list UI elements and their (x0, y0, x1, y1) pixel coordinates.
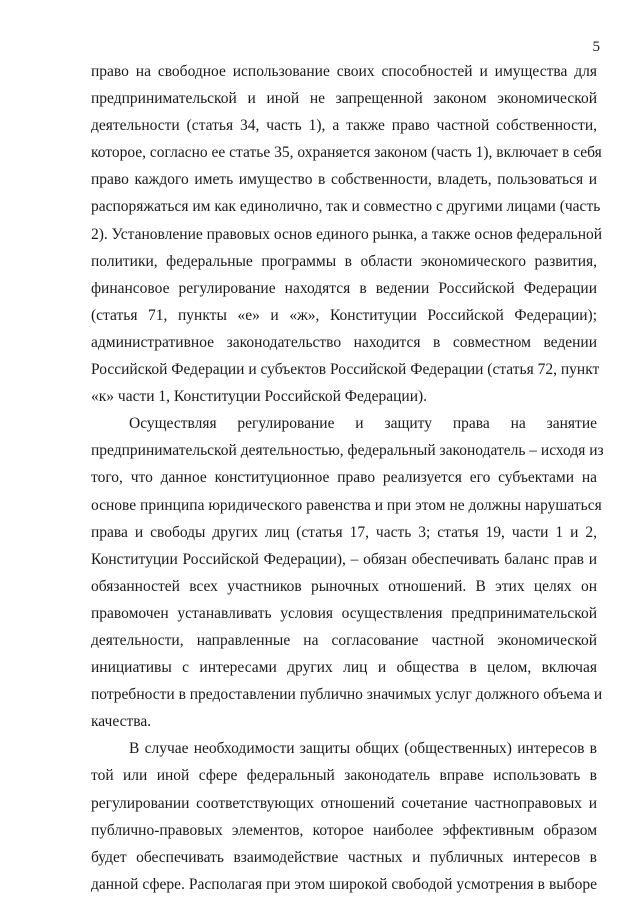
page-number: 5 (592, 39, 600, 55)
text-line: деятельности, направленные на согласование частной экономической (91, 631, 597, 649)
text-line: финансовое регулирование находятся в ведении Российской Федерации (91, 279, 597, 297)
paragraph-1 (91, 58, 603, 410)
paragraph-3 (91, 735, 597, 898)
text-line: обязанностей всех участников рыночных отношений. В этих целях он (91, 577, 597, 595)
paragraph-2 (91, 410, 604, 735)
text-line: предпринимательской и иной не запрещенной законом экономической (91, 90, 597, 108)
text-line: В случае необходимости защиты общих (общественных) интересов в (129, 740, 597, 758)
text-line: правомочен устанавливать условия осуществления предпринимательской (91, 604, 597, 622)
text-line: инициативы с интересами других лиц и общества в целом, включая (91, 659, 597, 677)
text-line: Российской Федерации и субъектов Российской Федерации (статья 72, пункт (91, 361, 600, 379)
text-line: (статья 71, пункты «е» и «ж», Конституции Российской Федерации); (91, 306, 597, 324)
text-line: той или иной сфере федеральный законодатель вправе использовать в (91, 767, 597, 785)
text-line: право на свободное использование своих способностей и имущества для (91, 63, 597, 80)
text-line: предпринимательской деятельностью, федеральный законодатель – исходя из (91, 442, 604, 460)
text-line: регулировании соответствующих отношений сочетание частноправовых и (91, 794, 597, 812)
text-line: административное законодательство находится в совместном ведении (91, 333, 597, 351)
text-line: права и свободы других лиц (статья 17, часть 3; статья 19, части 1 и 2, (91, 523, 597, 541)
text-line: деятельности (статья 34, часть 1), а также право частной собственности, (91, 117, 597, 135)
text-line: публично-правовых элементов, которое наиболее эффективным образом (91, 821, 597, 839)
document-body (91, 58, 604, 898)
text-line: качества. (91, 713, 152, 731)
text-line: Осуществляя регулирование и защиту права на занятие (129, 415, 597, 433)
text-line: Конституции Российской Федерации), – обязан обеспечивать баланс прав и (91, 550, 597, 568)
text-line: которое, согласно ее статье 35, охраняется законом (часть 1), включает в себя (91, 144, 602, 162)
text-line: того, что данное конституционное право реализуется его субъектами на (91, 469, 597, 487)
text-line: «к» части 1, Конституции Российской Федерации). (91, 388, 428, 406)
text-line: право каждого иметь имущество в собственности, владеть, пользоваться и (91, 171, 597, 189)
text-line: потребности в предоставлении публично значимых услуг должного объема и (91, 686, 603, 704)
text-line: будет обеспечивать взаимодействие частных и публичных интересов в (91, 848, 597, 866)
text-line: политики, федеральные программы в области экономического развития, (91, 252, 597, 270)
text-line: распоряжаться им как единолично, так и совместно с другими лицами (часть (91, 198, 601, 216)
text-line: данной сфере. Располагая при этом широкой свободой усмотрения в выборе (91, 875, 597, 893)
text-line: 2). Установление правовых основ единого рынка, а также основ федеральной (91, 225, 603, 243)
text-line: основе принципа юридического равенства и при этом не должны нарушаться (91, 496, 602, 514)
